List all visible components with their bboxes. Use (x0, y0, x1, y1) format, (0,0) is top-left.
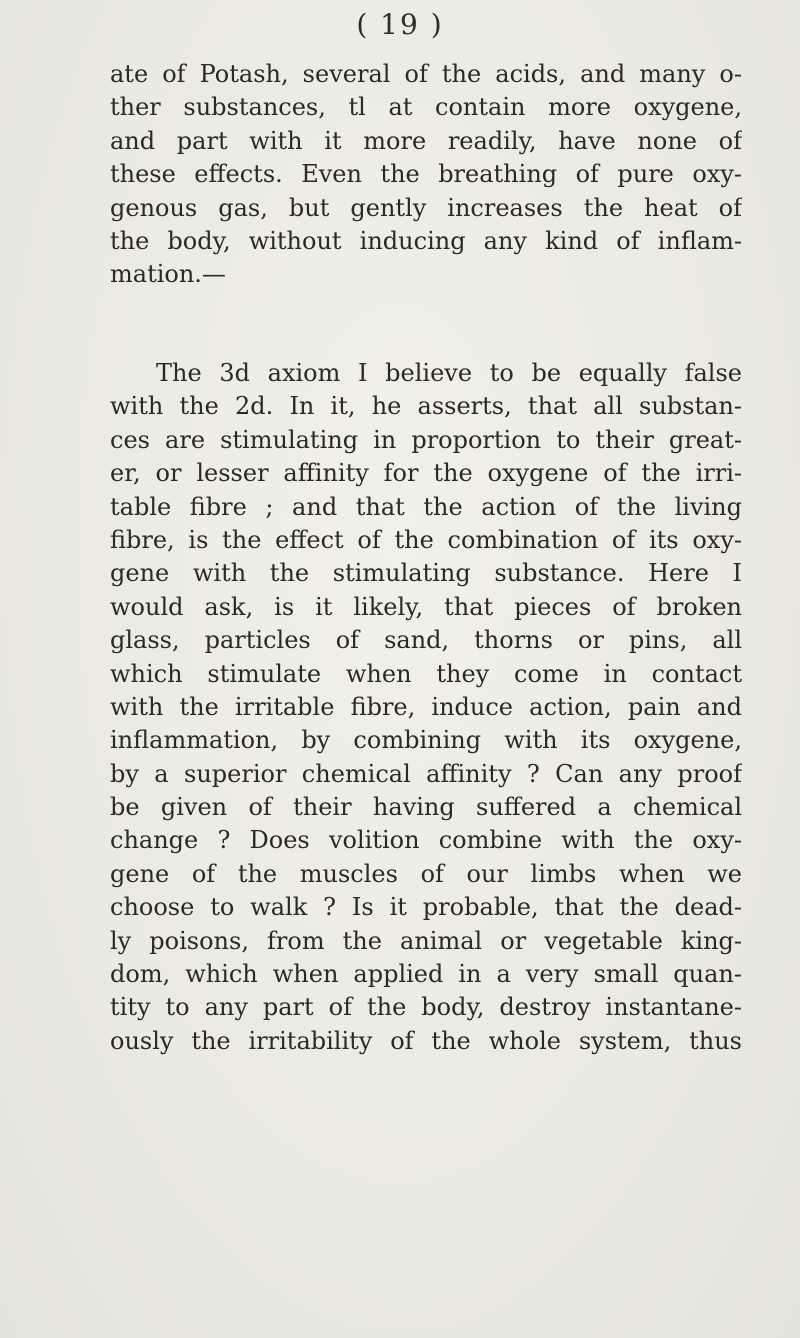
text-line: be given of their having suffered a chemical (110, 793, 742, 822)
text-line: gene of the muscles of our limbs when we (110, 859, 742, 888)
text-line: genous gas, but gently increases the heat of (110, 193, 742, 222)
text-line: ate of Potash, several of the acids, and many o- (110, 60, 742, 88)
text-line: fibre, is the effect of the combination of its oxy- (110, 525, 742, 554)
text-line: er, or lesser affinity for the oxygene of the irri- (110, 459, 742, 488)
text-line: table fibre ; and that the action of the living (110, 492, 742, 521)
text-line: inflammation, by combining with its oxygene, (110, 726, 742, 755)
text-line: and part with it more readily, have none of (110, 126, 742, 155)
text-line: tity to any part of the body, destroy instantane- (110, 993, 742, 1022)
text-line: gene with the stimulating substance. Here I (110, 559, 742, 588)
paragraph-1 (110, 58, 742, 292)
text-line: glass, particles of sand, thorns or pins, all (110, 626, 742, 655)
text-line: by a superior chemical affinity ? Can any proof (110, 759, 742, 788)
text-line: ces are stimulating in proportion to their great- (110, 425, 742, 454)
paragraph-2 (110, 357, 742, 1058)
text-line: The 3d axiom I believe to be equally false (156, 359, 742, 387)
text-line: ly poisons, from the animal or vegetable king- (110, 926, 742, 955)
text-line: the body, without inducing any kind of inflam- (110, 226, 742, 255)
text-line: ther substances, tl at contain more oxygene, (110, 93, 742, 122)
page-number: ( 19 ) (356, 8, 444, 41)
text-line: ously the irritability of the whole system, thus (110, 1026, 742, 1055)
text-line: dom, which when applied in a very small quan- (110, 960, 742, 989)
text-line: with the 2d. In it, he asserts, that all substan- (110, 392, 742, 421)
text-line: mation.— (110, 260, 226, 289)
text-line: these effects. Even the breathing of pure oxy- (110, 160, 742, 189)
text-line: choose to walk ? Is it probable, that the dead- (110, 893, 742, 922)
text-line: change ? Does volition combine with the oxy- (110, 826, 742, 855)
text-line: which stimulate when they come in contact (110, 659, 742, 688)
text-line: with the irritable fibre, induce action, pain and (110, 692, 742, 721)
text-line: would ask, is it likely, that pieces of broken (110, 592, 742, 621)
